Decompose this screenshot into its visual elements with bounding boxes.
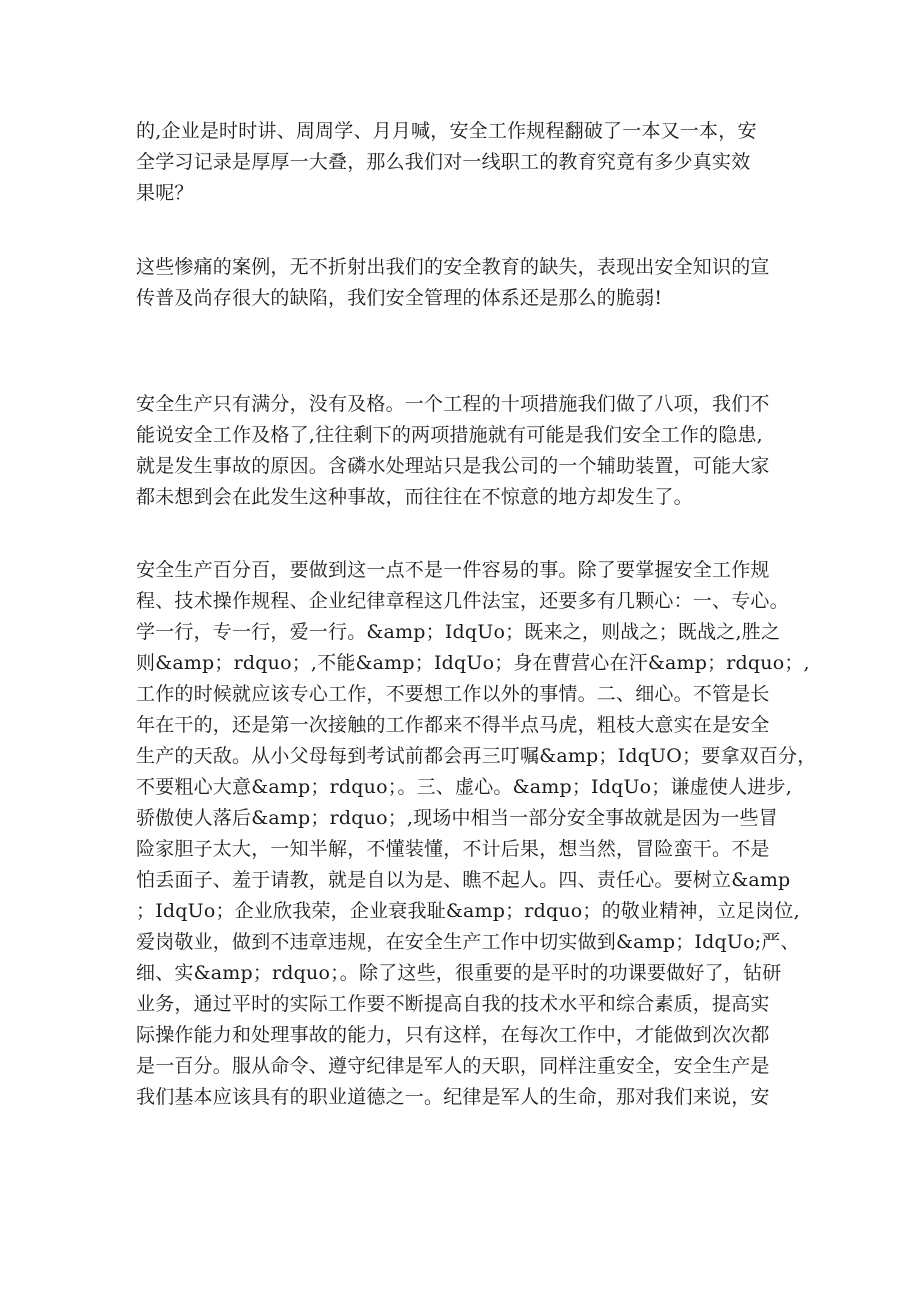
text-line: 传普及尚存很大的缺陷，我们安全管理的体系还是那么的脆弱! bbox=[136, 287, 663, 309]
text-line: 就是发生事故的原因。含磷水处理站只是我公司的一个辅助装置，可能大家 bbox=[136, 455, 770, 477]
text-line: 安全生产只有满分，没有及格。一个工程的十项措施我们做了八项，我们不 bbox=[136, 393, 770, 415]
paragraph-3 bbox=[136, 389, 796, 513]
text-line: ；IdqUo；企业欣我荣，企业衰我耻&amp；rdquo；的敬业精神，立足岗位, bbox=[136, 900, 800, 922]
text-line: 能说安全工作及格了,往往剩下的两项措施就有可能是我们安全工作的隐患, bbox=[136, 424, 763, 446]
text-line: 这些惨痛的案例，无不折射出我们的安全教育的缺失，表现出安全知识的宣 bbox=[136, 256, 770, 278]
text-line: 的,企业是时时讲、周周学、月月喊，安全工作规程翻破了一本又一本，安 bbox=[136, 120, 757, 142]
paragraph-1 bbox=[136, 116, 796, 209]
text-line: 爱岗敬业，做到不违章违规，在安全生产工作中切实做到&amp；IdqUo;严、 bbox=[136, 931, 800, 953]
text-line: 工作的时候就应该专心工作，不要想工作以外的事情。二、细心。不管是长 bbox=[136, 683, 770, 705]
text-line: 际操作能力和处理事故的能力，只有这样，在每次工作中，才能做到次次都 bbox=[136, 1024, 770, 1046]
text-line: 都未想到会在此发生这种事故，而往往在不惊意的地方却发生了。 bbox=[136, 486, 693, 508]
paragraph-4 bbox=[136, 555, 817, 1113]
text-line: 则&amp；rdquo；,不能&amp；IdqUo；身在曹营心在汗&amp；rdquo；, bbox=[136, 652, 810, 674]
paragraph-2 bbox=[136, 252, 796, 314]
text-line: 怕丢面子、羞于请教，就是自以为是、瞧不起人。四、责任心。要树立&amp bbox=[136, 869, 791, 891]
text-line: 安全生产百分百，要做到这一点不是一件容易的事。除了要掌握安全工作规 bbox=[136, 559, 770, 581]
text-line: 是一百分。服从命令、遵守纪律是军人的天职，同样注重安全，安全生产是 bbox=[136, 1055, 770, 1077]
text-line: 细、实&amp；rdquo；。除了这些，很重要的是平时的功课要做好了，钻研 bbox=[136, 962, 782, 984]
text-line: 我们基本应该具有的职业道德之一。纪律是军人的生命，那对我们来说，安 bbox=[136, 1086, 770, 1108]
text-line: 学一行，专一行，爱一行。&amp；IdqUo；既来之，则战之；既战之,胜之 bbox=[136, 621, 781, 643]
text-line: 骄傲使人落后&amp；rdquo；,现场中相当一部分安全事故就是因为一些冒 bbox=[136, 807, 778, 829]
text-line: 险家胆子太大，一知半解，不懂装懂，不计后果，想当然，冒险蛮干。不是 bbox=[136, 838, 770, 860]
text-line: 果呢？ bbox=[136, 182, 194, 204]
text-line: 业务，通过平时的实际工作要不断提高自我的技术水平和综合素质，提高实 bbox=[136, 993, 770, 1015]
text-line: 生产的天敌。从小父母每到考试前都会再三叮嘱&amp；IdqUO；要拿双百分， bbox=[136, 745, 817, 767]
text-line: 全学习记录是厚厚一大叠，那么我们对一线职工的教育究竟有多少真实效 bbox=[136, 151, 751, 173]
text-line: 程、技术操作规程、企业纪律章程这几件法宝，还要多有几颗心：一、专心。 bbox=[136, 590, 789, 612]
text-line: 不要粗心大意&amp；rdquo；。三、虚心。&amp；IdqUo；谦虚使人进步, bbox=[136, 776, 792, 798]
text-line: 年在干的，还是第一次接触的工作都来不得半点马虎，粗枝大意实在是安全 bbox=[136, 714, 770, 736]
